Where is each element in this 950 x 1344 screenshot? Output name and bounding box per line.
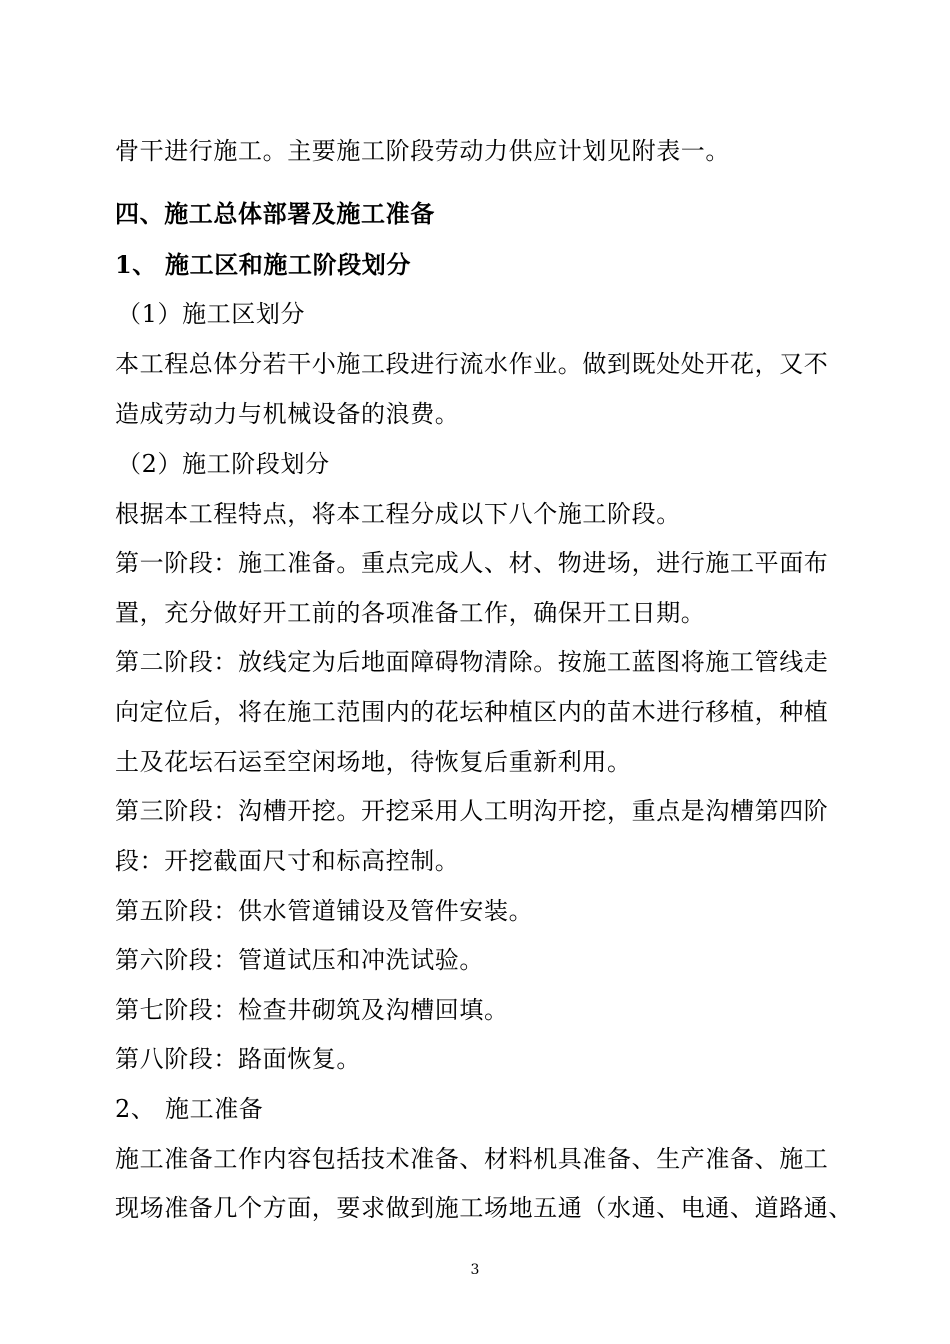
stage-3-line: 第三阶段：沟槽开挖。开挖采用人工明沟开挖，重点是沟槽第四阶 <box>115 797 829 825</box>
stage-2-line: 第二阶段：放线定为后地面障碍物清除。按施工蓝图将施工管线走 <box>115 648 829 676</box>
subsection-heading-1 <box>115 249 875 281</box>
subsection-number: 1、 <box>115 250 157 279</box>
stage-2-line: 向定位后，将在施工范围内的花坛种植区内的苗木进行移植，种植 <box>115 698 829 726</box>
paragraph-line: 现场准备几个方面，要求做到施工场地五通（水通、电通、道路通、 <box>115 1194 853 1222</box>
subsection-number: 2、 <box>115 1095 156 1123</box>
stage-7-line: 第七阶段：检查井砌筑及沟槽回填。 <box>115 996 509 1024</box>
item-label-2: （2）施工阶段划分 <box>117 450 330 478</box>
stage-2-line: 土及花坛石运至空闲场地，待恢复后重新利用。 <box>115 748 632 776</box>
stage-6-line: 第六阶段：管道试压和冲洗试验。 <box>115 946 484 974</box>
paragraph-line: 本工程总体分若干小施工段进行流水作业。做到既处处开花，又不 <box>115 350 829 378</box>
stage-1-line: 置，充分做好开工前的各项准备工作，确保开工日期。 <box>115 599 706 627</box>
stage-3-line: 段：开挖截面尺寸和标高控制。 <box>115 847 460 875</box>
stage-5-line: 第五阶段：供水管道铺设及管件安装。 <box>115 897 534 925</box>
page-number: 3 <box>470 1262 480 1278</box>
section-heading-4: 四、施工总体部署及施工准备 <box>115 199 435 228</box>
paragraph-line: 骨干进行施工。主要施工阶段劳动力供应计划见附表一。 <box>115 137 730 165</box>
paragraph-line: 施工准备工作内容包括技术准备、材料机具准备、生产准备、施工 <box>115 1145 829 1173</box>
paragraph-line: 造成劳动力与机械设备的浪费。 <box>115 400 460 428</box>
subsection-title: 施工准备 <box>165 1095 264 1123</box>
item-label-1: （1）施工区划分 <box>117 300 306 328</box>
subsection-title: 施工区和施工阶段划分 <box>165 250 411 279</box>
stage-8-line: 第八阶段：路面恢复。 <box>115 1045 361 1073</box>
subsection-heading-2 <box>115 1093 875 1125</box>
stage-1-line: 第一阶段：施工准备。重点完成人、材、物进场，进行施工平面布 <box>115 549 829 577</box>
paragraph-line: 根据本工程特点，将本工程分成以下八个施工阶段。 <box>115 500 681 528</box>
